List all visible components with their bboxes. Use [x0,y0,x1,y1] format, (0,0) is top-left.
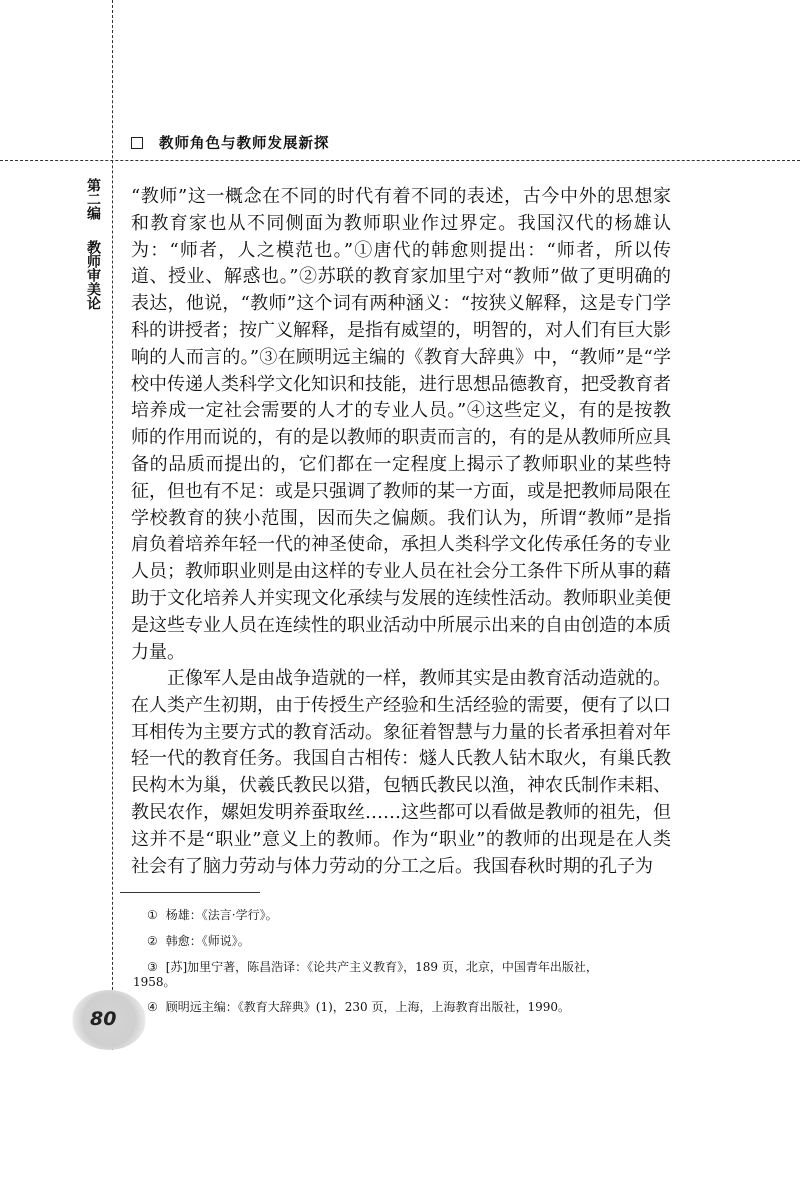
header-dashed-horizontal-line [0,160,800,161]
page-number-badge [72,990,146,1050]
footnote-2 [147,930,677,953]
paragraph-2: 正像军人是由战争造就的一样，教师其实是由教育活动造就的。在人类产生初期，由于传授生产经验和生活经验的需要，便有了以口耳相传为主要方式的教育活动。象征着智慧与力量的长者承担着对年轻一代的教育任务。我国自古相传：燧人氏教人钻木取火，有巢氏教民构木为巢，伏羲氏教民以猎，包牺氏教民以渔，神农氏制作耒耜、教民农作，嫘妲发明养蚕取丝……这些都可以看做是教师的祖先，但这并不是“职业”意义上的教师。作为“职业”的教师的出现是在人类社会有了脑力劳动与体力劳动的分工之后。我国春秋时期的孔子为 [131,668,671,877]
footnote-marker: ③ [147,960,158,974]
footnote-4 [147,996,677,1019]
footnote-separator [120,892,260,893]
footnote-1 [147,904,677,927]
book-title: 教师角色与教师发展新探 [159,136,330,152]
footnote-text: 杨雄：《法言·学行》。 [165,908,278,922]
footnote-3 [147,956,677,979]
footnote-marker: ① [147,908,158,922]
square-bullet-icon [131,137,143,149]
footnote-text: 韩愈：《师说》。 [165,934,250,948]
footnote-text: [苏]加里宁著，陈昌浩译：《论共产主义教育》，189 页，北京，中国青年出版社， [165,960,598,974]
paragraph-1: “教师”这一概念在不同的时代有着不同的表述，古今中外的思想家和教育家也从不同侧面为教师职业作过界定。我国汉代的杨雄认为：“师者，人之模范也。”①唐代的韩愈则提出：“师者，所以传道、授业、解惑也。”②苏联的教育家加里宁对“教师”做了更明确的表达，他说，“教师”这个词有两种涵义：“按狭义解释，这是专门学科的讲授者；按广义解释，是指有威望的，明智的，对人们有巨大影响的人而言的。”③在顾明远主编的《教育大辞典》中，“教师”是“学校中传递人类科学文化知识和技能，进行思想品德教育，把受教育者培养成一定社会需要的人才的专业人员。”④这些定义，有的是按教师的作用而说的，有的是以教师的职责而言的，有的是从教师所应具备的品质而提出的，它们都在一定程度上揭示了教师职业的某些特征，但也有不足：或是只强调了教师的某一方面，或是把教师局限在学校教育的狭小范围，因而失之偏颇。我们认为，所谓“教师”是指肩负着培养年轻一代的神圣使命，承担人类科学文化传承任务的专业人员；教师职业则是由这样的专业人员在社会分工条件下所从事的藉助于文化培养人并实现文化承续与发展的连续性活动。教师职业美便是这些专业人员在连续性的职业活动中所展示出来的自由创造的本质力量。 [131,186,671,663]
running-header [131,132,330,153]
footnote-text: 顾明远主编：《教育大辞典》(1)，230 页，上海，上海教育出版社，1990。 [165,1000,571,1014]
footnote-marker: ② [147,934,158,948]
page-number: 80 [90,1008,117,1030]
footnote-3-continuation: 1958。 [133,975,176,989]
margin-dashed-vertical-line [112,0,113,1050]
side-chapter-label [84,240,102,314]
side-chapter-text: 教师审美论 [85,240,101,310]
side-part-label [84,178,102,224]
side-part-text: 第二编 [85,178,101,220]
footnote-marker: ④ [147,1000,158,1014]
